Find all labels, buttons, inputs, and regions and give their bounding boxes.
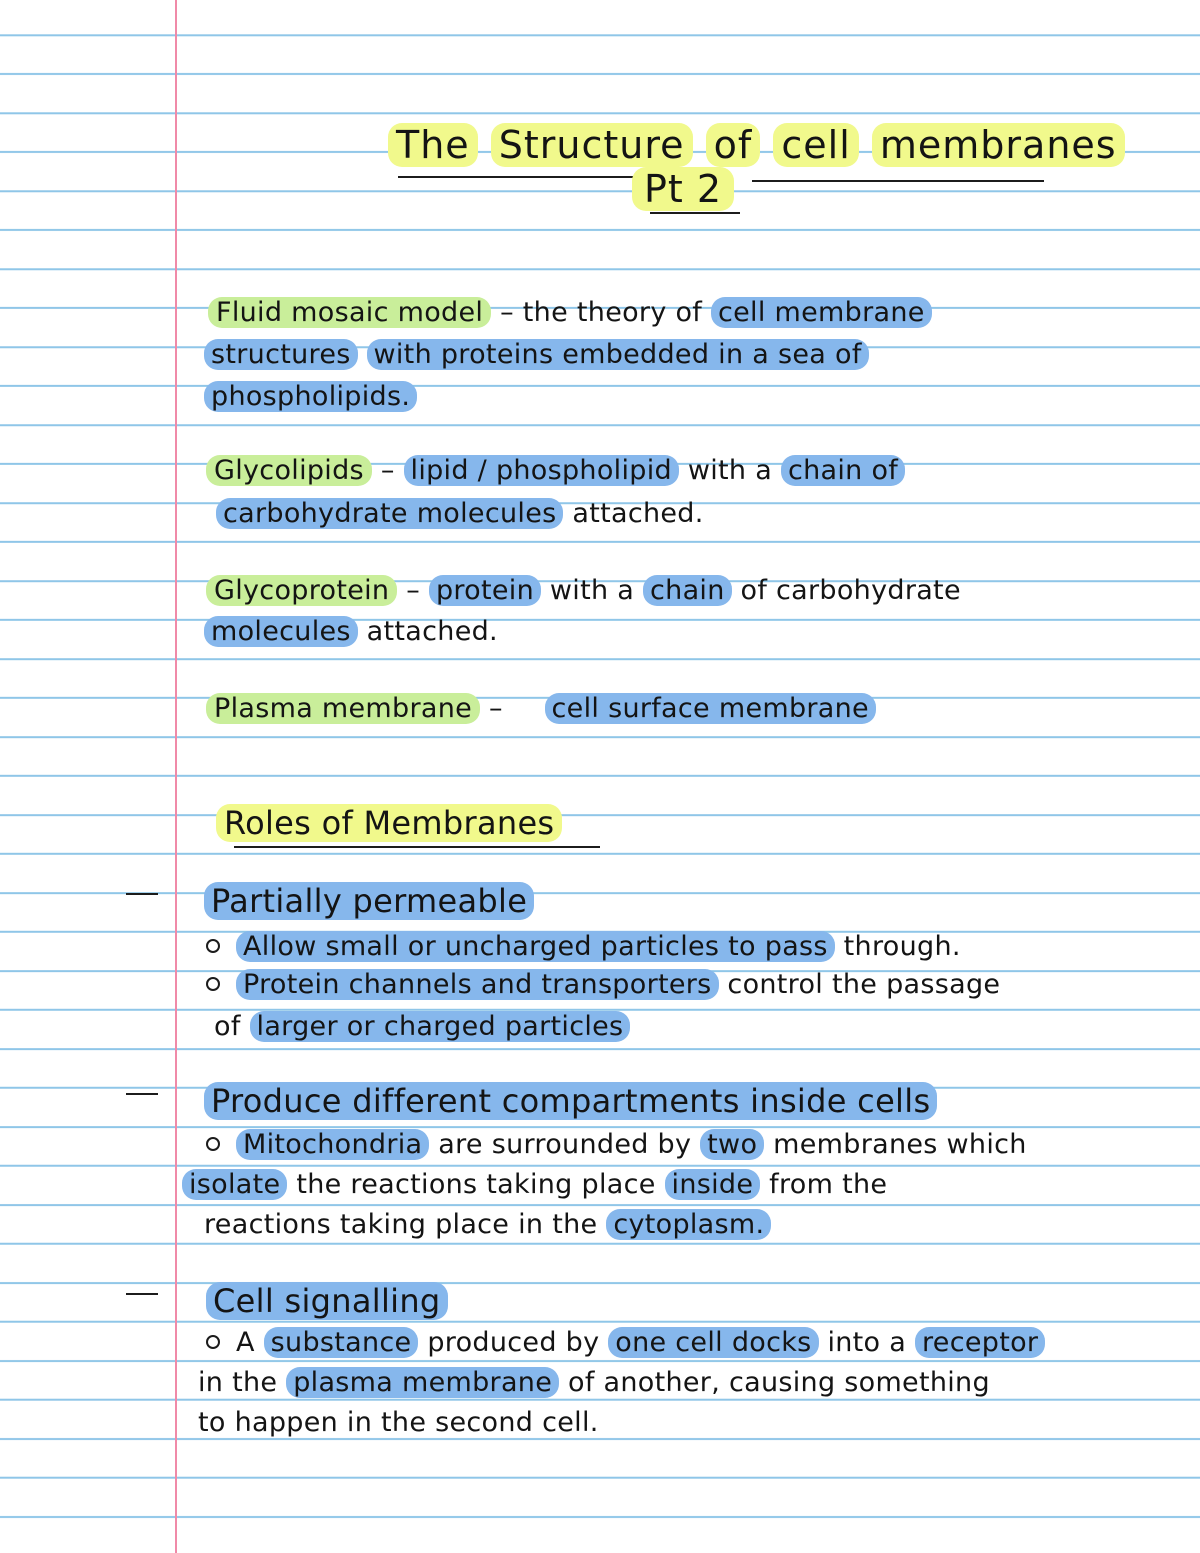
title-part-underline xyxy=(650,212,740,214)
partially-permeable-title: Partially permeable xyxy=(204,882,534,920)
cell-signalling-line-2: in the plasma membrane of another, causing something xyxy=(198,1367,990,1398)
glycolipids-line-2: carbohydrate molecules attached. xyxy=(216,495,704,533)
roles-heading-underline xyxy=(234,846,600,848)
cell-signalling-line-3: to happen in the second cell. xyxy=(198,1407,599,1438)
title-word-cell: cell xyxy=(773,123,858,167)
term-plasma-membrane: Plasma membrane xyxy=(206,693,480,724)
bullet-icon xyxy=(206,977,220,991)
title-underline-left xyxy=(398,176,638,178)
bullet-icon xyxy=(206,1335,220,1349)
glycoprotein-line-1: Glycoprotein – protein with a chain of carbohydrate xyxy=(206,572,961,610)
term-fluid-mosaic-model: Fluid mosaic model xyxy=(208,297,491,328)
title-underline-right xyxy=(752,180,1044,182)
title-word-structure: Structure xyxy=(491,123,693,167)
term-glycoprotein: Glycoprotein xyxy=(206,575,397,606)
title-word-membranes: membranes xyxy=(872,123,1125,167)
title-part: Pt 2 xyxy=(632,170,734,208)
bullet-icon xyxy=(206,1137,220,1151)
glycolipids-line-1: Glycolipids – lipid / phospholipid with a chain of xyxy=(206,452,905,490)
compartments-line-2: isolate the reactions taking place inside from the xyxy=(182,1166,887,1204)
fluid-mosaic-line-3: phospholipids. xyxy=(204,378,417,416)
compartments-line-3: reactions taking place in the cytoplasm. xyxy=(204,1206,771,1244)
roles-heading: Roles of Membranes xyxy=(216,804,562,842)
plasma-membrane-line: Plasma membrane – cell surface membrane xyxy=(206,690,876,728)
compartments-bullet-1: Mitochondria are surrounded by two membranes which xyxy=(206,1126,1027,1164)
fluid-mosaic-line-2: structures with proteins embedded in a sea of xyxy=(204,336,869,374)
partially-permeable-bullet-1: Allow small or uncharged particles to pass through. xyxy=(206,928,961,966)
term-glycolipids: Glycolipids xyxy=(206,455,372,486)
cell-signalling-title: Cell signalling xyxy=(206,1282,448,1320)
section-dash-partially-permeable xyxy=(126,893,158,895)
fluid-mosaic-line-1: Fluid mosaic model – the theory of cell membrane xyxy=(208,294,932,332)
cell-signalling-bullet-1: A substance produced by one cell docks into a receptor xyxy=(206,1324,1045,1362)
bullet-icon xyxy=(206,939,220,953)
partially-permeable-bullet-2-cont: of larger or charged particles xyxy=(214,1008,630,1046)
title-word-of: of xyxy=(706,123,761,167)
section-dash-cell-signalling xyxy=(126,1293,158,1295)
glycoprotein-line-2: molecules attached. xyxy=(204,613,498,651)
page-title xyxy=(388,123,1125,167)
title-word-the: The xyxy=(388,123,478,167)
compartments-title: Produce different compartments inside cells xyxy=(204,1082,937,1120)
partially-permeable-bullet-2: Protein channels and transporters control the passage xyxy=(206,966,1000,1004)
page-margin-line xyxy=(175,0,177,1553)
section-dash-compartments xyxy=(126,1093,158,1095)
